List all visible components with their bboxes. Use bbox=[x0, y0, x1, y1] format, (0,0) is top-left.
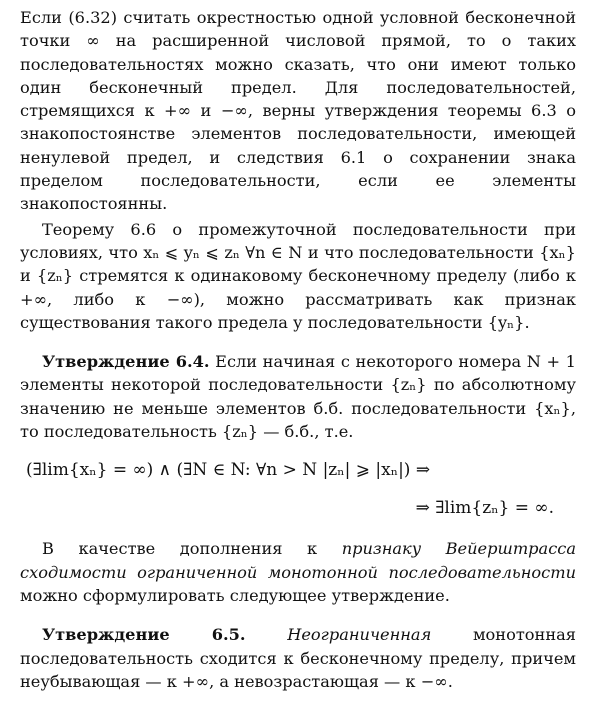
statement-6-4-label: Утверждение 6.4. bbox=[42, 352, 210, 372]
paragraph-weierstrass-lead: В качестве дополнения к bbox=[42, 539, 342, 559]
formula-line-1: (∃lim{xₙ} = ∞) ∧ (∃N ∈ N: ∀n > N |zₙ| ⩾ |xₙ|) ⇒ bbox=[26, 460, 431, 481]
paragraph-infinity-point: Если (6.32) считать окрестностью одной условной бесконечной точки ∞ на расширенной числовой прямой, то о таких последовательностях можно сказать, что они имеют только один бесконечный предел. Для последовательностей, стремящихся к +∞ и −∞, верны утверждения теоремы 6.3 о знакопостоянстве элементов последовательности, имеющей ненулевой предел, и следствия 6.1 о сохранении знака пределом последовательности, если ее элементы знакопостоянны. bbox=[20, 8, 576, 214]
paragraph-weierstrass bbox=[20, 537, 576, 607]
formula-line-2: ⇒ ∃lim{zₙ} = ∞. bbox=[415, 498, 554, 519]
statement-6-4 bbox=[20, 350, 576, 443]
statement-6-5-italic: Неограниченная bbox=[287, 625, 432, 645]
statement-6-5 bbox=[20, 623, 576, 693]
paragraph-weierstrass-tail: можно сформулировать следующее утверждение. bbox=[20, 585, 450, 605]
statement-6-5-text: монотонная последовательность сходится к бесконечному пределу, причем неубывающая — к +∞, а невозрастающая — к −∞. bbox=[20, 625, 576, 691]
formula-block bbox=[20, 455, 576, 527]
statement-6-4-text: Если начиная с некоторого номера N + 1 элементы некоторой последовательности {zₙ} по абсолютному значению не меньше элементов б.б. последовательности {xₙ}, то последовательность {zₙ} — б.б., т.е. bbox=[20, 352, 576, 442]
statement-6-5-label: Утверждение 6.5. bbox=[42, 625, 246, 645]
paragraph-weierstrass-italic: признаку Вейерштрасса сходимости ограниченной монотонной последовательности bbox=[20, 539, 576, 582]
paragraph-intermediate-sequence: Теорему 6.6 о промежуточной последовательности при условиях, что xₙ ⩽ yₙ ⩽ zₙ ∀n ∈ N и что последовательности {xₙ} и {zₙ} стремятся к одинаковому бесконечному пределу (либо к +∞, либо к −∞), можно рассматривать как признак существования такого предела у последовательности {yₙ}. bbox=[20, 219, 576, 332]
